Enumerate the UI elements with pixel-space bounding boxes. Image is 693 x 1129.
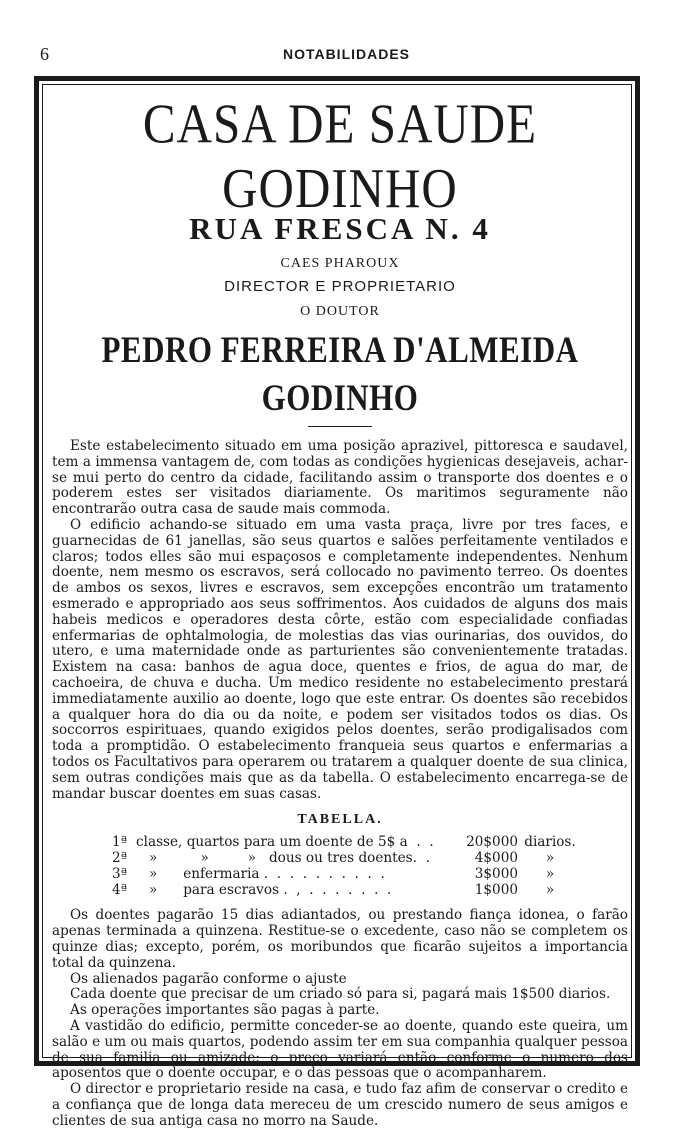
doctor-name: PEDRO FERREIRA D'ALMEIDA GODINHO (101, 328, 579, 419)
tariff-unit: diarios. (524, 834, 576, 851)
tariff-ordinal: 2ª (112, 850, 128, 867)
tariff-unit: » (545, 850, 555, 867)
tabella-title: TABELLA. (297, 812, 383, 828)
page-header (0, 44, 693, 70)
paragraph-intro: Este estabelecimento situado em uma posição aprazivel, pittoresca e saudavel, tem a immensa vantagem de, com todas as condições hygienicas desejaveis, achar-se mui perto do centro da cidade, facilitando assim o transporte dos doentes e o poderem estes ser visitados diariamente. Os maritimos seguramente não encontrarão outra casa de saude mais commoda. (52, 438, 628, 518)
page-number: 6 (40, 44, 49, 64)
role-line: DIRECTOR E PROPRIETARIO (224, 278, 456, 295)
separator-rule (308, 426, 372, 427)
tariff-row (112, 834, 582, 850)
tariff-ordinal: 3ª (112, 866, 128, 883)
quay-line: CAES PHAROUX (280, 256, 400, 271)
street-address: RUA FRESCA N. 4 (189, 211, 491, 246)
paragraph-salao: A vastidão do edificio, permitte conceder-se ao doente, quando este queira, um salão e um ou mais quartos, podendo assim ter em sua companhia qualquer pessoa de sua familia ou amizade: o preço variará então conforme o numero dos aposentos que o doente occupar, e o das pessoas que o acompanharem. (52, 1017, 628, 1082)
tariff-row (112, 882, 582, 898)
tariff-unit: » (545, 866, 555, 883)
paragraph-alienados: Os alienados pagarão conforme o ajuste (70, 970, 347, 987)
tariff-unit: » (545, 882, 555, 899)
tariff-ordinal: 1ª (112, 834, 128, 851)
tariff-description: classe, quartos para um doente de 5$ a . . (136, 834, 434, 851)
tariff-price: 20$000 (466, 834, 518, 851)
advert-body (52, 439, 628, 802)
advert-title: CASA DE SAUDE GODINHO (142, 92, 538, 220)
terms-section (52, 908, 628, 1129)
paragraph-payment: Os doentes pagarão 15 dias adiantados, ou prestando fiança idonea, o farão apenas terminada a quinzena. Restitue-se o excedente, caso não se completem os quinze dias; excepto, porém, os moribundos que ficarão sujeitos a importancia total da quinzena. (52, 907, 628, 971)
tariff-row (112, 850, 582, 866)
paragraph-criado: Cada doente que precisar de um criado só para si, pagará mais 1$500 diarios. (70, 986, 611, 1003)
tariff-table (112, 834, 582, 898)
tariff-price: 1$000 (474, 882, 518, 899)
tariff-ordinal: 4ª (112, 882, 128, 899)
tariff-description: » para escravos . , . . . . . . . (136, 882, 392, 899)
tariff-price: 4$000 (474, 850, 518, 867)
tariff-row (112, 866, 582, 882)
tariff-description: » enfermaria . . . . . . . . . . (136, 866, 385, 883)
paragraph-director: O director e proprietario reside na casa, e tudo faz afim de conservar o credito e a confiança que de longa data mereceu de um crescido numero de seus amigos e clientes de sua antiga casa no morro na Saude. (52, 1081, 628, 1129)
honorific-line: O DOUTOR (300, 304, 380, 319)
paragraph-operacoes: As operações importantes são pagas à parte. (70, 1002, 380, 1019)
tariff-price: 3$000 (474, 866, 518, 883)
running-head: NOTABILIDADES (282, 46, 411, 62)
advert-content (52, 92, 628, 1129)
paragraph-building: O edificio achando-se situado em uma vasta praça, livre por tres faces, e guarnecidas de 61 janellas, são seus quartos e salões perfeitamente ventilados e claros; todos elles são mui espaçosos e completamente independentes. Nenhum doente, nem mesmo os escravos, será collocado no pavimento terreo. Os doentes de ambos os sexos, livres e escravos, sem excepções encontrão um tratamento esmerado e appropriado aos seus soffrimentos. Aos cuidados de alguns dos mais habeis medicos e operadores desta côrte, estão com especialidade confiadas enfermarias de ophtalmologia, de molestias das vias ourinarias, dos ouvidos, do utero, e uma maternidade onde as parturientes são convenientemente tratadas. Existem na casa: banhos de agua doce, quentes e frios, de agua do mar, de cachoeira, de chuva e ducha. Um medico residente no estabelecimento prestará immediatamente auxilio ao doente, logo que este entrar. Os doentes são recebidos a qualquer hora do dia ou da noite, e podem ser visitados todos os dias. Os soccorros espirituaes, quando exigidos pelos doentes, serão prodigalisados com toda a promptidão. O estabelecimento franqueia seus quartos e enfermarias a todos os Facultativos para operarem ou tratarem a qualquer doente de sua clinica, sem outras condições mais que as da tabella. O estabelecimento encarrega-se de mandar buscar doentes em suas casas. (52, 516, 628, 802)
tariff-description: » » » dous ou tres doentes. . (136, 850, 430, 867)
